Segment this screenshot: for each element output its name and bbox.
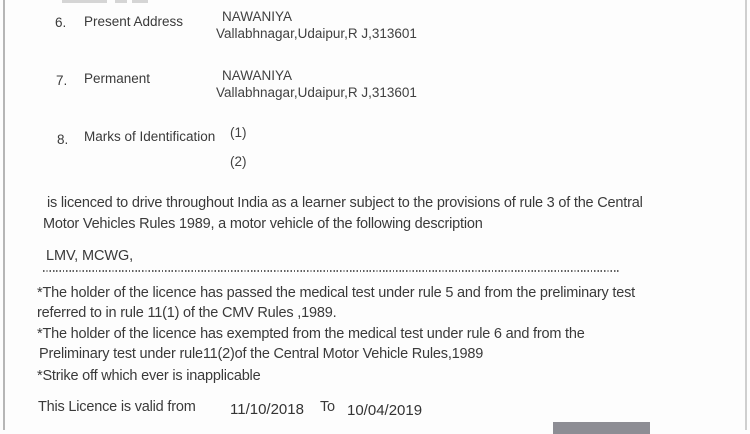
licence-declaration-line1: is licenced to drive throughout India as a learner subject to the provisions of rule 3 of the Central [47,195,643,211]
field-8-label: Marks of Identification [84,129,216,144]
field-6-number: 6. [55,15,67,30]
licence-declaration-line2: Motor Vehicles Rules 1989, a motor vehicle of the following description [43,216,483,232]
field-8-mark-1: (1) [230,125,247,140]
cutoff-text-fragment [115,0,127,3]
cutoff-text-fragment [132,0,148,3]
page-border-right [745,0,747,430]
field-6-label: Present Address [84,14,184,29]
field-8-number: 8. [57,132,69,147]
cutoff-text-fragment [62,0,107,3]
medical-note-passed-line2: referred to in rule 11(1) of the CMV Rules ,1989. [37,305,337,321]
field-7-number: 7. [56,73,68,88]
validity-to-date: 10/04/2019 [347,402,423,419]
strike-off-note: *Strike off which ever is inapplicable [37,368,261,384]
vehicle-classes: LMV, MCWG, [46,248,134,264]
validity-label: This Licence is valid from [38,399,196,415]
field-7-value-line2: Vallabhnagar,Udaipur,R J,313601 [216,85,417,100]
field-8-mark-2: (2) [230,154,247,169]
medical-note-exempted-line1: *The holder of the licence has exempted from the medical test under rule 6 and from the [37,326,585,342]
page-border-left [3,0,5,430]
medical-note-passed-line1: *The holder of the licence has passed the medical test under rule 5 and from the preliminary test [37,285,635,301]
field-6-value-line2: Vallabhnagar,Udaipur,R J,313601 [216,26,417,41]
dotted-separator [43,270,620,272]
validity-to-word: To [320,399,335,415]
medical-note-exempted-line2: Preliminary test under rule11(2)of the Central Motor Vehicle Rules,1989 [39,346,484,362]
field-7-value-line1: NAWANIYA [222,68,293,83]
partial-button[interactable] [553,422,650,434]
validity-from-date: 11/10/2018 [230,401,304,418]
field-6-value-line1: NAWANIYA [222,9,293,24]
field-7-label: Permanent [84,71,151,86]
